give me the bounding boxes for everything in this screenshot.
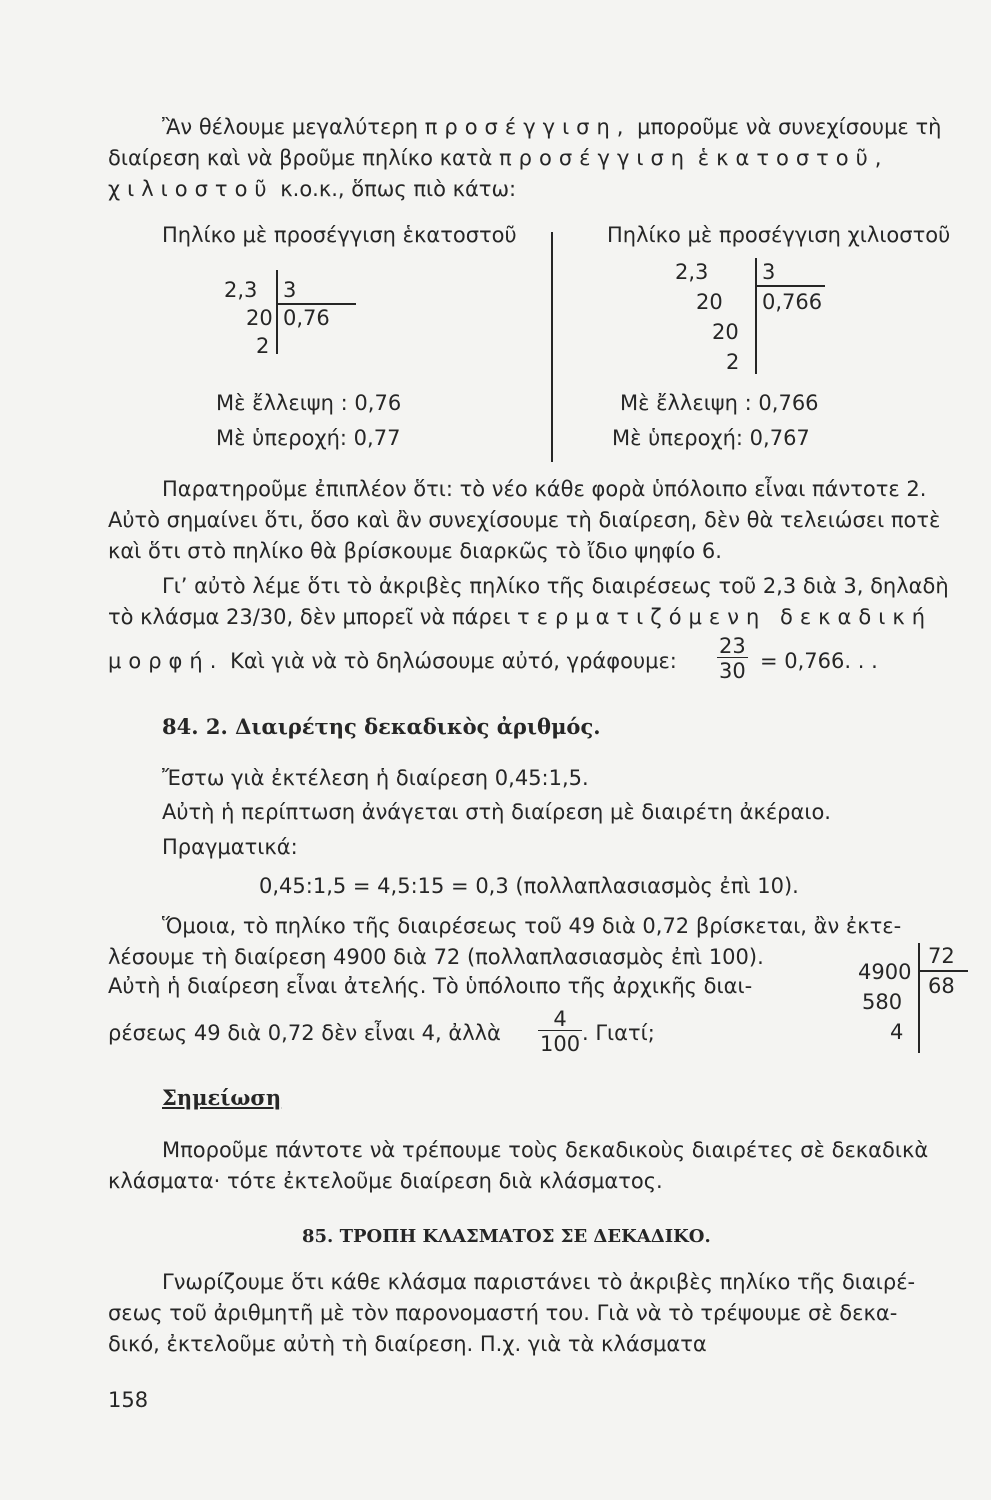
small-quotient: 68 — [928, 974, 955, 998]
right-step-1: 20 — [696, 290, 723, 314]
right-yperochi: Μὲ ὑπεροχή: 0,767 — [612, 426, 810, 450]
observation-line-3: καὶ ὅτι στὸ πηλίκο θὰ βρίσκουμε διαρκῶς τὸ ἴδιο ψηφίο 6. — [108, 539, 722, 563]
section-85-line-2: σεως τοῦ ἀριθμητῆ μὲ τὸν παρονομαστή του. Γιὰ νὰ τὸ τρέψουμε σὲ δεκα- — [108, 1301, 898, 1325]
section-84-line-7: Αὐτὴ ἡ διαίρεση εἶναι ἀτελής. Τὸ ὑπόλοιπο τῆς ἀρχικῆς διαι- — [108, 974, 753, 998]
intro-line-3: χιλιοστοῦ κ.ο.κ., ὅπως πιὸ κάτω: — [108, 177, 517, 201]
small-divisor: 72 — [928, 944, 955, 968]
section-84-line-4: 0,45:1,5 = 4,5:15 = 0,3 (πολλαπλασιασμὸς ἐπὶ 10). — [259, 874, 799, 898]
section-84-line-2: Αὐτὴ ἡ περίπτωση ἀνάγεται στὴ διαίρεση μὲ διαιρέτη ἀκέραιο. — [162, 800, 831, 824]
column-separator — [551, 232, 553, 462]
right-division-hbar — [755, 285, 825, 287]
left-dividend: 2,3 — [224, 278, 258, 302]
page-number: 158 — [108, 1388, 149, 1412]
fraction-4-100: $\frac{4}{100}$ — [540, 1007, 581, 1056]
observation-line-2: Αὐτὸ σημαίνει ὅτι, ὅσο καὶ ἂν συνεχίσουμε τὴ διαίρεση, δὲν θὰ τελειώσει ποτὲ — [108, 508, 941, 532]
small-step-1: 580 — [862, 990, 903, 1014]
section-84-line-1: Ἔστω γιὰ ἐκτέλεση ἡ διαίρεση 0,45:1,5. — [162, 766, 589, 790]
left-quotient: 0,76 — [283, 306, 330, 330]
right-remainder: 2 — [726, 350, 740, 374]
right-division-heading: Πηλίκο μὲ προσέγγιση χιλιοστοῦ — [607, 223, 951, 247]
exact-line-3-end: = 0,766. . . — [760, 649, 878, 673]
right-divisor: 3 — [762, 260, 776, 284]
left-division-hbar — [276, 303, 356, 305]
fraction-23-30: $\frac{23}{30}$ — [719, 634, 746, 683]
small-remainder: 4 — [890, 1020, 904, 1044]
right-step-2: 20 — [712, 320, 739, 344]
right-ellipsi: Μὲ ἔλλειψη : 0,766 — [620, 391, 819, 415]
left-division-vbar — [276, 270, 278, 354]
section-84-line-8: ρέσεως 49 διὰ 0,72 δὲν εἶναι 4, ἀλλὰ — [108, 1021, 501, 1045]
left-yperochi: Μὲ ὑπεροχή: 0,77 — [216, 426, 401, 450]
small-division-vbar — [918, 943, 920, 1053]
left-division-heading: Πηλίκο μὲ προσέγγιση ἑκατοστοῦ — [162, 223, 517, 247]
exact-line-3: μορφή. Καὶ γιὰ νὰ τὸ δηλώσουμε αὐτό, γράφουμε: — [108, 649, 677, 673]
section-85-line-1: Γνωρίζουμε ὅτι κάθε κλάσμα παριστάνει τὸ ἀκριβὲς πηλίκο τῆς διαιρέ- — [162, 1270, 916, 1294]
small-division-hbar — [918, 970, 968, 972]
exact-line-2: τὸ κλάσμα 23/30, δὲν μπορεῖ νὰ πάρει τερματιζόμενη δεκαδική — [108, 605, 933, 629]
note-title: Σημείωση — [162, 1085, 282, 1110]
left-step-1: 20 — [246, 306, 273, 330]
section-84-line-5: Ὅμοια, τὸ πηλίκο τῆς διαιρέσεως τοῦ 49 διὰ 0,72 βρίσκεται, ἂν ἐκτε- — [162, 914, 902, 938]
right-dividend: 2,3 — [675, 260, 709, 284]
exact-line-1: Γι’ αὐτὸ λέμε ὅτι τὸ ἀκριβὲς πηλίκο τῆς διαιρέσεως τοῦ 2,3 διὰ 3, δηλαδὴ — [162, 574, 949, 598]
small-dividend: 4900 — [858, 960, 912, 984]
section-84-line-6: λέσουμε τὴ διαίρεση 4900 διὰ 72 (πολλαπλασιασμὸς ἐπὶ 100). — [108, 945, 764, 969]
intro-line-1: Ἂν θέλουμε μεγαλύτερη προσέγγιση, μποροῦμε νὰ συνεχίσουμε τὴ — [162, 115, 942, 139]
section-84-line-3: Πραγματικά: — [162, 835, 298, 859]
section-84-line-8-end: . Γιατί; — [582, 1021, 655, 1045]
observation-line-1: Παρατηροῦμε ἐπιπλέον ὅτι: τὸ νέο κάθε φορὰ ὑπόλοιπο εἶναι πάντοτε 2. — [162, 477, 927, 501]
left-ellipsi: Μὲ ἔλλειψη : 0,76 — [216, 391, 402, 415]
note-line-2: κλάσματα· τότε ἐκτελοῦμε διαίρεση διὰ κλάσματος. — [108, 1169, 663, 1193]
left-divisor: 3 — [283, 278, 297, 302]
note-line-1: Μποροῦμε πάντοτε νὰ τρέπουμε τοὺς δεκαδικοὺς διαιρέτες σὲ δεκαδικὰ — [162, 1138, 929, 1162]
section-85-title: 85. ΤΡΟΠΗ ΚΛΑΣΜΑΤΟΣ ΣΕ ΔΕΚΑΔΙΚΟ. — [302, 1226, 711, 1247]
right-division-vbar — [755, 258, 757, 374]
section-84-title: 84. 2. Διαιρέτης δεκαδικὸς ἀριθμός. — [162, 714, 601, 739]
intro-line-2: διαίρεση καὶ νὰ βροῦμε πηλίκο κατὰ προσέγγιση ἑκατοστοῦ, — [108, 146, 889, 170]
section-85-line-3: δικό, ἐκτελοῦμε αὐτὴ τὴ διαίρεση. Π.χ. γιὰ τὰ κλάσματα — [108, 1332, 707, 1356]
right-quotient: 0,766 — [762, 290, 823, 314]
left-remainder: 2 — [256, 334, 270, 358]
